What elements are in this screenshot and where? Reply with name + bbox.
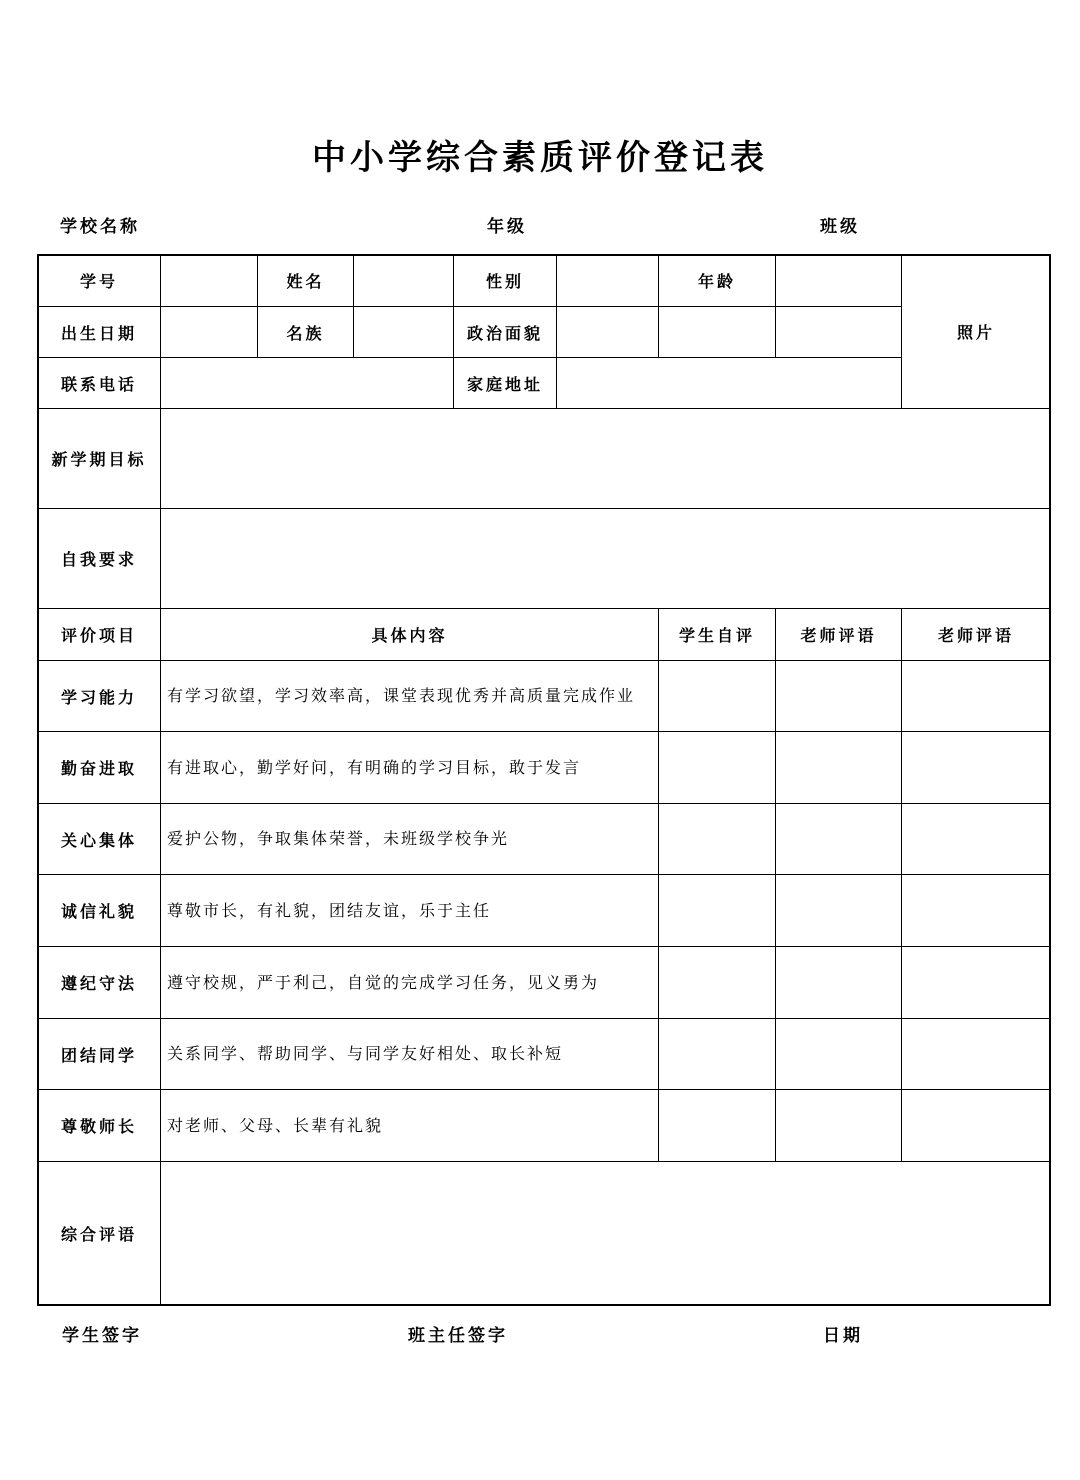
eval-item-content: 有进取心，勤学好问，有明确的学习目标，敢于发言 <box>160 731 659 804</box>
teacher-comment-field[interactable] <box>901 1089 1051 1162</box>
address-field[interactable] <box>556 357 902 409</box>
teacher-comment-field[interactable] <box>901 660 1051 732</box>
eval-item-content: 关系同学、帮助同学、与同学友好相处、取长补短 <box>160 1018 659 1090</box>
birth-date-field[interactable] <box>160 306 258 358</box>
gender-label: 性别 <box>453 254 557 307</box>
gender-field[interactable] <box>556 254 659 307</box>
eval-item-label: 团结同学 <box>37 1018 161 1090</box>
teacher-comment-field[interactable] <box>775 874 902 947</box>
eval-column-header: 具体内容 <box>160 608 659 661</box>
school-name-label: 学校名称 <box>60 217 140 237</box>
name-field[interactable] <box>353 254 454 307</box>
student-self-eval-field[interactable] <box>658 660 776 732</box>
student-signature-label: 学生签字 <box>62 1326 142 1346</box>
student-self-eval-field[interactable] <box>658 1089 776 1162</box>
self-requirement-field[interactable] <box>160 508 1051 609</box>
teacher-comment-field[interactable] <box>901 946 1051 1019</box>
teacher-comment-field[interactable] <box>775 660 902 732</box>
eval-item-content: 尊敬市长，有礼貌，团结友谊，乐于主任 <box>160 874 659 947</box>
class-label: 班级 <box>820 217 860 237</box>
student-self-eval-field[interactable] <box>658 1018 776 1090</box>
ethnicity-label: 名族 <box>257 306 354 358</box>
summary-comment-field[interactable] <box>160 1161 1051 1306</box>
photo-box[interactable]: 照片 <box>901 254 1051 409</box>
form-title: 中小学综合素质评价登记表 <box>312 138 768 178</box>
age-label: 年龄 <box>658 254 776 307</box>
student-self-eval-field[interactable] <box>658 946 776 1019</box>
student-id-field[interactable] <box>160 254 258 307</box>
teacher-comment-field[interactable] <box>775 1018 902 1090</box>
grade-label: 年级 <box>487 217 527 237</box>
self-requirement-label: 自我要求 <box>37 508 161 609</box>
date-label: 日期 <box>823 1326 863 1346</box>
eval-item-label: 遵纪守法 <box>37 946 161 1019</box>
info-blank-cell[interactable] <box>775 306 902 358</box>
teacher-comment-field[interactable] <box>775 1089 902 1162</box>
teacher-comment-field[interactable] <box>775 731 902 804</box>
phone-label: 联系电话 <box>37 357 161 409</box>
eval-item-content: 对老师、父母、长辈有礼貌 <box>160 1089 659 1162</box>
eval-column-header: 评价项目 <box>37 608 161 661</box>
eval-item-label: 学习能力 <box>37 660 161 732</box>
teacher-comment-field[interactable] <box>901 874 1051 947</box>
political-status-field[interactable] <box>556 306 659 358</box>
phone-field[interactable] <box>160 357 454 409</box>
ethnicity-field[interactable] <box>353 306 454 358</box>
teacher-comment-field[interactable] <box>901 731 1051 804</box>
birth-date-label: 出生日期 <box>37 306 161 358</box>
student-self-eval-field[interactable] <box>658 874 776 947</box>
summary-comment-label: 综合评语 <box>37 1161 161 1306</box>
eval-column-header: 老师评语 <box>901 608 1051 661</box>
political-status-label: 政治面貌 <box>453 306 557 358</box>
eval-item-label: 关心集体 <box>37 803 161 875</box>
eval-item-label: 诚信礼貌 <box>37 874 161 947</box>
teacher-comment-field[interactable] <box>901 1018 1051 1090</box>
semester-goal-field[interactable] <box>160 408 1051 509</box>
eval-item-content: 遵守校规，严于利己，自觉的完成学习任务，见义勇为 <box>160 946 659 1019</box>
eval-item-label: 尊敬师长 <box>37 1089 161 1162</box>
eval-column-header: 学生自评 <box>658 608 776 661</box>
eval-item-label: 勤奋进取 <box>37 731 161 804</box>
student-self-eval-field[interactable] <box>658 731 776 804</box>
age-field[interactable] <box>775 254 902 307</box>
semester-goal-label: 新学期目标 <box>37 408 161 509</box>
info-blank-cell[interactable] <box>658 306 776 358</box>
eval-item-content: 爱护公物，争取集体荣誉，未班级学校争光 <box>160 803 659 875</box>
eval-column-header: 老师评语 <box>775 608 902 661</box>
eval-item-content: 有学习欲望，学习效率高，课堂表现优秀并高质量完成作业 <box>160 660 659 732</box>
address-label: 家庭地址 <box>453 357 557 409</box>
student-id-label: 学号 <box>37 254 161 307</box>
student-self-eval-field[interactable] <box>658 803 776 875</box>
teacher-comment-field[interactable] <box>901 803 1051 875</box>
teacher-comment-field[interactable] <box>775 946 902 1019</box>
name-label: 姓名 <box>257 254 354 307</box>
teacher-signature-label: 班主任签字 <box>408 1326 508 1346</box>
teacher-comment-field[interactable] <box>775 803 902 875</box>
